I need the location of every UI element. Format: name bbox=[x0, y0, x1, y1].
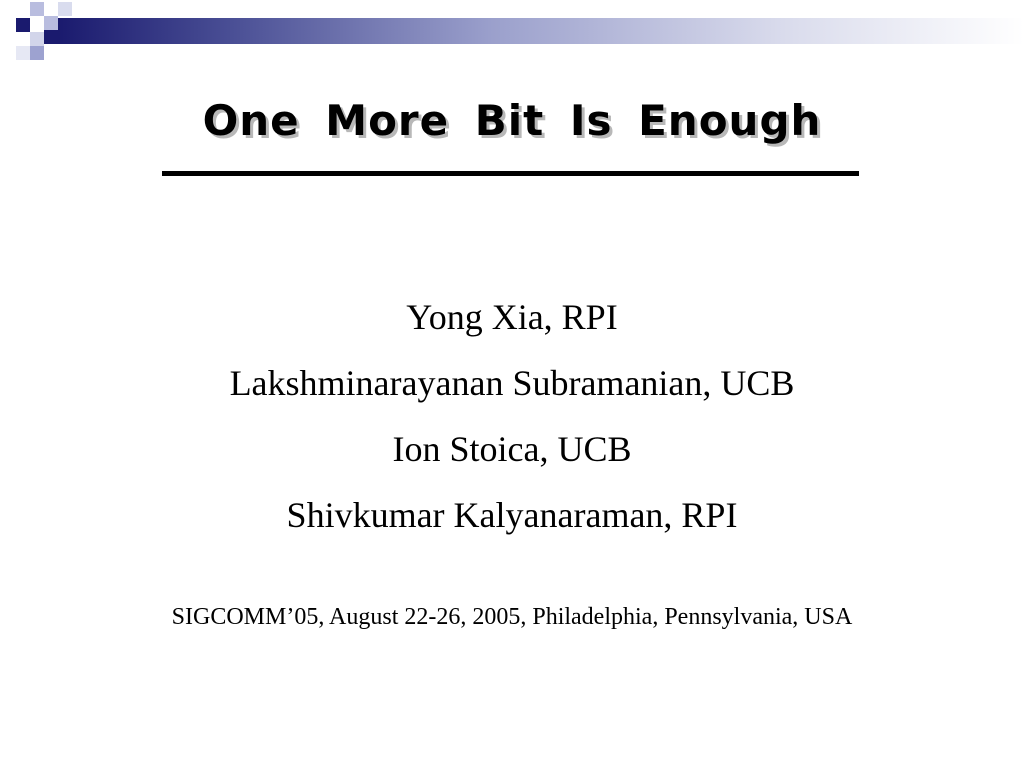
decor-square bbox=[30, 32, 44, 46]
title-underline bbox=[162, 171, 859, 176]
decor-square bbox=[44, 16, 58, 30]
author-list bbox=[0, 290, 1024, 554]
decor-square bbox=[16, 46, 30, 60]
author-line: Lakshminarayanan Subramanian, UCB bbox=[229, 363, 795, 403]
author-line: Shivkumar Kalyanaraman, RPI bbox=[286, 495, 738, 535]
venue-line: SIGCOMM’05, August 22-26, 2005, Philadelphia, Pennsylvania, USA bbox=[171, 604, 853, 630]
decor-square bbox=[44, 30, 58, 44]
decor-square bbox=[16, 18, 30, 32]
author-line: Yong Xia, RPI bbox=[406, 297, 618, 337]
decor-square bbox=[58, 2, 72, 16]
decor-square bbox=[30, 2, 44, 16]
author-line: Ion Stoica, UCB bbox=[392, 429, 632, 469]
header-gradient-bar bbox=[58, 18, 1024, 44]
slide-title: One More Bit Is Enough bbox=[202, 96, 822, 145]
decor-square bbox=[30, 46, 44, 60]
